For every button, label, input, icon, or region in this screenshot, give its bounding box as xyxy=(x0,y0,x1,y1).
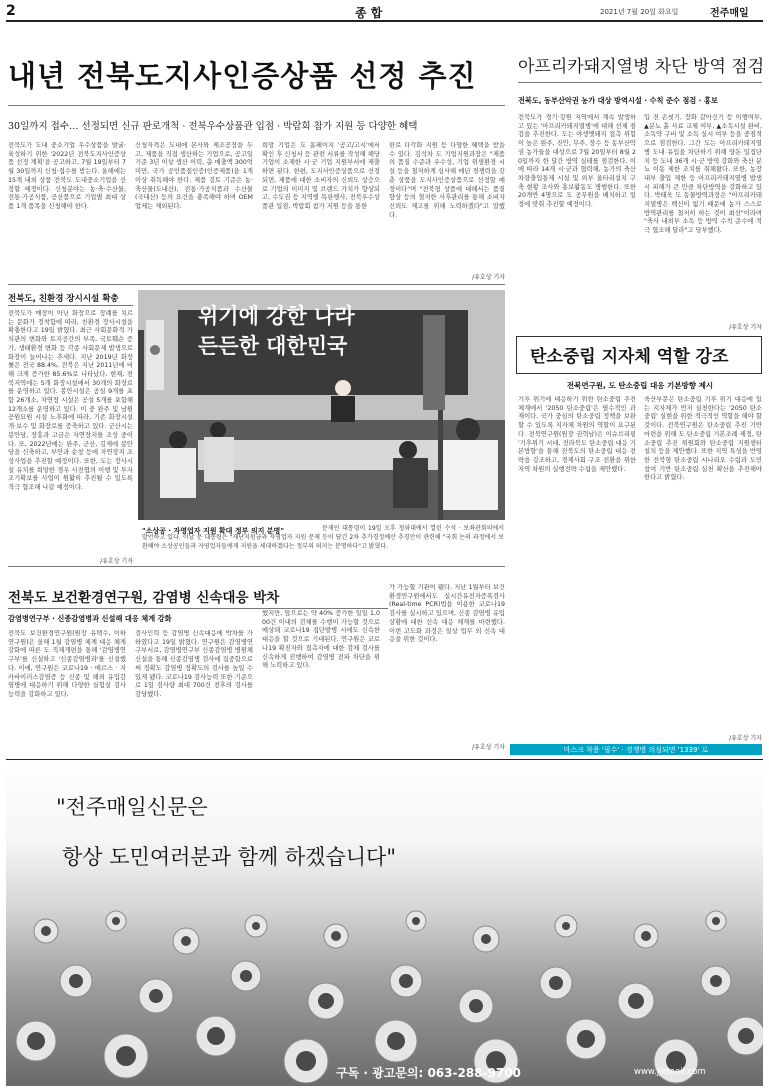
health-column-3: 했지만, 앞으로는 약 40% 증가한 일일 1,000건 이내의 검체를 수행이 가능할 것으로 예상돼 코로나19 집단발병 시에도 신속한 대응을 할 것으로 기대된다. 연구원은 코로나19 확진자와 접촉자에 대한 검체 검사를 신속하게 진행하여 감염병 전파 차단을 위해 노력하고 있다. xyxy=(262,610,380,670)
swine-subheadline: 전북도, 동부산악권 농가 대상 방역시설 · 수칙 준수 점검 · 홍보 xyxy=(518,96,718,105)
ticker-label: 마스크 착용 '필수' · 경쟁병 의심되면 '1339' 로 xyxy=(563,746,709,754)
ad-quote-line-2: 항상 도민여러분과 함께 하겠습니다" xyxy=(62,845,396,869)
main-headline: 내년 전북도지사인증상품 선정 추진 xyxy=(8,59,477,93)
photo-caption-title: "소상공 · 자영업자 지원 확대 정부 의지 분명" xyxy=(142,527,284,535)
health-subheadline: 감염병연구부 · 신종감염병과 신설해 대응 체계 강화 xyxy=(8,614,172,623)
jobs-body: 전북도가 매장이 아닌 화장으로 장례를 치르는 문화가 정착함에 따라, 친환경 장사시설을 확충한다고 19일 밝혔다. 최근 사회문화적 가치관의 변화와 토지공간의 부족, 국토훼손 증가, 생태환경 변화 등 각종 사회문제 발생으로 화장이 늘어나는 추세다. 지난 2019년 화장률은 전국 88.4%, 전북은 지난 2011년에 비해 크게 증가한 85.6%로 나타났다. 현재, 전북지역에는 5개 화장시설에서 30개의 화장로를 운영하고 있다. 봉안시설은 공설 9개를 포함 26개소, 자연장 시설은 공설 5개를 포함해 12개소를 운영하고 있다. 이 중 완주 및 남원공원묘원 시설 노후화에 따라, 기존 화장시설 개·보수 및 화장로를 증축하고 있다. 군산시는 봉안당, 장흥과 고금은 자연장지를 조성 중이다. 또, 2022년에는 완주, 군산, 김제에 봉안당을 신축하고, 부안과 순창 등에 자연장지 조성사업을 추진할 예정이다. 또한, 도는 장사시설 유치를 희망한 경우 사전협의 이행 및 투자 조기확보를 사업이 원활히 추진될 수 있도록 적극 협조해 나갈 예정이다. xyxy=(8,310,133,492)
swine-column-1: 전북도가 경기·강원 지역에서 계속 발생하고 있는 '아프리카돼지열병'에 대해 선제 점검을 추진한다. 도는 야생멧돼지 접촉 위험이 높은 완주, 진안, 무주, 장수 등 동부산악권 농가들을 대상으로 7월 20일부터 8월 20일까지 한 달간 방역 실태를 점검한다. 이에 따라 14개 시·군과 협력해, 농가의 축산차량출입통제 시설 및 외부 울타리설치 구축 현황 조사와 홍보활동도 병행한다. 또한 20개반 4명으로 도 공무원을 배치하고 일정에 맞춰 추진할 예정이다. xyxy=(518,114,636,209)
photo-bottom-rule xyxy=(8,566,505,567)
ad-contact: 구독 · 광고문의: 063-288-9700 xyxy=(336,1066,521,1080)
issue-date: 2021년 7월 20일 화요일 xyxy=(600,8,679,16)
ad-quote-line-1: "전주매일신문은 xyxy=(56,795,208,819)
swine-headline: 아프리카돼지열병 차단 방역 점검 xyxy=(518,57,765,77)
ad-top-rule xyxy=(6,759,763,760)
swine-headline-rule xyxy=(518,82,762,83)
main-column-4: 판로 다각화 지원 등 다양한 혜택을 받을 수 있다. 김석차 도 기업지원과장은 "제품의 품질 수준과 우수성, 기업 위생환경 시설 등을 철저하게 심사해 매년 경쟁력을 갖춘 상품을 도지사인증상품으로 선정할 예정이다"며 "전북형 상품에 대해서는 품질향상 등의 철저한 사후관리를 통해 소비자 신뢰도 제고를 위해 노력하겠다"고 말했다. xyxy=(389,142,505,219)
jobs-headline: 전북도, 친환경 장시시설 확충 xyxy=(8,294,119,304)
header-rule xyxy=(6,20,763,22)
health-column-2: 검사인력 등 감염병 신속대응에 박차를 가하였다고 19일 밝혔다. 연구원은 감염병연구부서로, 감염병연구부 신종감염병 병원체 신설을 통해 신종감염병 검사에 집중함으로써 정확도 감염병 정확도의 검사를 높일 수 있게 됐다. 코로나19 검사능력 또한 기준으로 1일 검사량 최대 700건 전후의 검사를 감당했다. xyxy=(135,630,253,698)
main-column-2: 신청자격은 도내에 본사와 제조공장을 두고, 제품을 직접 생산하는 기업으로, 공고일 기준 3년 이상 생산 이력, 총 매출액 300억 미만, 국가 공인품질인증(인증제품)을 1개 이상 취득해야 한다. 제품 검토 기준은 농·축산물(도내산), 전통·가공식품과 수산물(국내산) 등의 요건을 충족해야 하며 OEM 업체는 제외된다. xyxy=(135,142,253,210)
jobs-headline-rule xyxy=(8,305,133,306)
ad-website: www.jjmaeil.com xyxy=(634,1067,706,1077)
swine-column-2: 입 전 손씻기, 장화 갈아신기 등 이행여부, ▲분뇨 흙 사료 교체 여부, ▲소독시설 완비, 소독약 구비 및 소독 실시 여부 등을 중점적으로 점검한다. 그간 도는 아프리카돼지열병 도내 유입을 차단하기 위해 양돈 밀집단지 등 도내 36개 시·군 방역 강화와 축산 분뇨 이동 제한 조치를 취해왔다. 또한, 농장 내부 출입 제한 등 아프리카돼지열병 발생 시 피해가 큰 만큼 차단방역을 강화하고 있다. 박태욱 도 동물방역과장은 "아프리카돼지열병은 백신이 없기 때문에 농가 스스로 방역관리를 철저히 하는 것이 최선"이라며 "축사 내외부 소독 등 방역 수칙 준수에 적극 협조해 달라"고 당부했다. xyxy=(644,114,762,235)
health-column-1: 전북도 보건환경연구원(원장 유택수, 이하 연구원)은 올해 1월 감염병 체계 대응 체계 강화에 따른 도 직제개편을 통해 '감염병연구부'를 신설하고 '신종감염병과'를 신설했다. 이에, 연구원은 코로나19 · 메르스 · 지카바이러스감염증 등 신종 및 해외 유입감염병에 대응하기 위해 다양한 실험실 검사 능력을 강화하고 있다. xyxy=(8,630,126,698)
photo-banner-line-1: 위기에 강한 나라 xyxy=(198,304,355,328)
carbon-byline: /유호상 기자 xyxy=(729,735,762,742)
main-bottom-rule xyxy=(8,284,505,285)
carbon-column-1: 기후 위기에 대응하기 위한 탄소중립 추진 체계에서 '2050 탄소중립'은 필수적인 과제이다. 국가 중심의 탄소중립 정책을 보완할 수 있도록 지자체 차원의 역할이 요구된다. 전북연구원(원장 권혁남)은 이슈브리핑 '기후위기 시대, 전라북도 탄소중립 대응 기본방향'을 통해 전북도의 탄소중립 대응 전략을 강조하고, 경제사회 구조 전환을 위한 지역 차원의 실행전략 수립을 제안했다. xyxy=(518,396,636,473)
sunflower-ad xyxy=(6,761,763,1086)
health-byline: /유호상 기자 xyxy=(472,744,505,751)
swine-byline: /유호상 기자 xyxy=(729,324,762,331)
photo-banner-line-2: 든든한 대한민국 xyxy=(198,334,348,358)
meeting-photo xyxy=(138,290,505,520)
photo-caption-text: 문재인 대통령이 19일 오후 청와대에서 열린 수석 · 보좌관회의에서 발언하고 있다. 이날 문 대통령은 "재난지원금과 자영업자 지원 문제 등이 담긴 2차 추가경정예산 추경안이 관련해 "국회 논의 과정에서 보완해야 소상공인들과 자영업자들에게 지원을 세대하겠다는 정부의 의지는 분명하다"고 밝혔다. xyxy=(142,525,504,550)
masthead-bar xyxy=(0,0,769,22)
main-subheadline: 30일까지 접수… 선정되면 신규 판로개척 · 전북우수상품관 입점 · 박람회 참가 지원 등 다양한 혜택 xyxy=(8,121,418,132)
main-column-1: 전북도가 도내 중소기업 우수상품을 발굴·육성하기 위한 '2022년 전북도지사인증상품 선정 계획'을 공고하고, 7월 19일부터 7월 30일까지 신청·접수를 받는다. 올해에는 15개 내외 상품 전북도 도내중소기업을 선정할 예정이다. 신청분야는 농·축·수산물, 전통·가공식품, 공산품으로 기업별 최대 상품 1개 품목을 신청해야 한다. xyxy=(8,142,126,210)
health-headline-rule xyxy=(8,608,388,609)
health-column-4: 가 가능할 기관이 됐다. 지난 1월부터 보건환경연구원에서도 실시간유전자증폭검사(Real-time PCR)법을 이용한 코로나19 검사를 실시하고 있으며, 신종 감염병 유입 상황에 대한 신속 대응 체계를 마련했다. 이번 고도화 과정은 일상 업무 외 신속 대응을 위한 것이다. xyxy=(389,584,505,644)
health-headline: 전북도 보건환경연구원, 감염병 신속대응 박차 xyxy=(8,590,280,606)
page-number: 2 xyxy=(6,3,16,19)
main-column-3: 희망 기업은 도 홈페이지 '공고/고시'에서 확인 후 신청서 등 관련 서류를 작성해 해당 기업이 소재한 시·군 기업 지원부서에 제출하면 된다. 한편, 도지사인증상품으로 선정되면, 제품에 대한 소비자의 신뢰도 상승으로 기업의 이미지 및 브랜드 가치가 향상되고, 수도권 등 지역별 특판행사, 전북우수상품관 입점, 박람회 참가 지원 등을 통한 xyxy=(262,142,380,210)
main-byline: /유호상 기자 xyxy=(472,274,505,281)
section-label: 종 합 xyxy=(355,6,383,20)
jobs-byline: /유호상 기자 xyxy=(100,558,133,565)
carbon-subheadline: 전북연구원, 도 탄소중립 대응 기본방향 제시 xyxy=(566,381,714,390)
main-headline-rule xyxy=(8,105,505,106)
paper-name: 전주매일 xyxy=(710,8,749,19)
mask-ticker xyxy=(510,744,762,755)
carbon-headline: 탄소중립 지자체 역할 강조 xyxy=(530,347,729,367)
carbon-column-2: 축산부문은 탄소중립 기후 위기 대응에 있는 지자체가 먼저 실천한다는 '2050 탄소중립' 실현을 위한 적극적인 역할을 해야 할 것이다. 전북연구원은 탄소중립 추진 기반 마련을 위해 도 탄소중립 기본조례 제정, 탄소중립 추진 위원회와 탄소중립 지원센터 설치 등을 제안했다. 또한 지역 특성을 반영한 전북형 탄소중립 시나리오 수립과 도민 참여 기반 탄소중립 실천 확산을 추진해야 한다고 밝혔다. xyxy=(644,396,762,482)
